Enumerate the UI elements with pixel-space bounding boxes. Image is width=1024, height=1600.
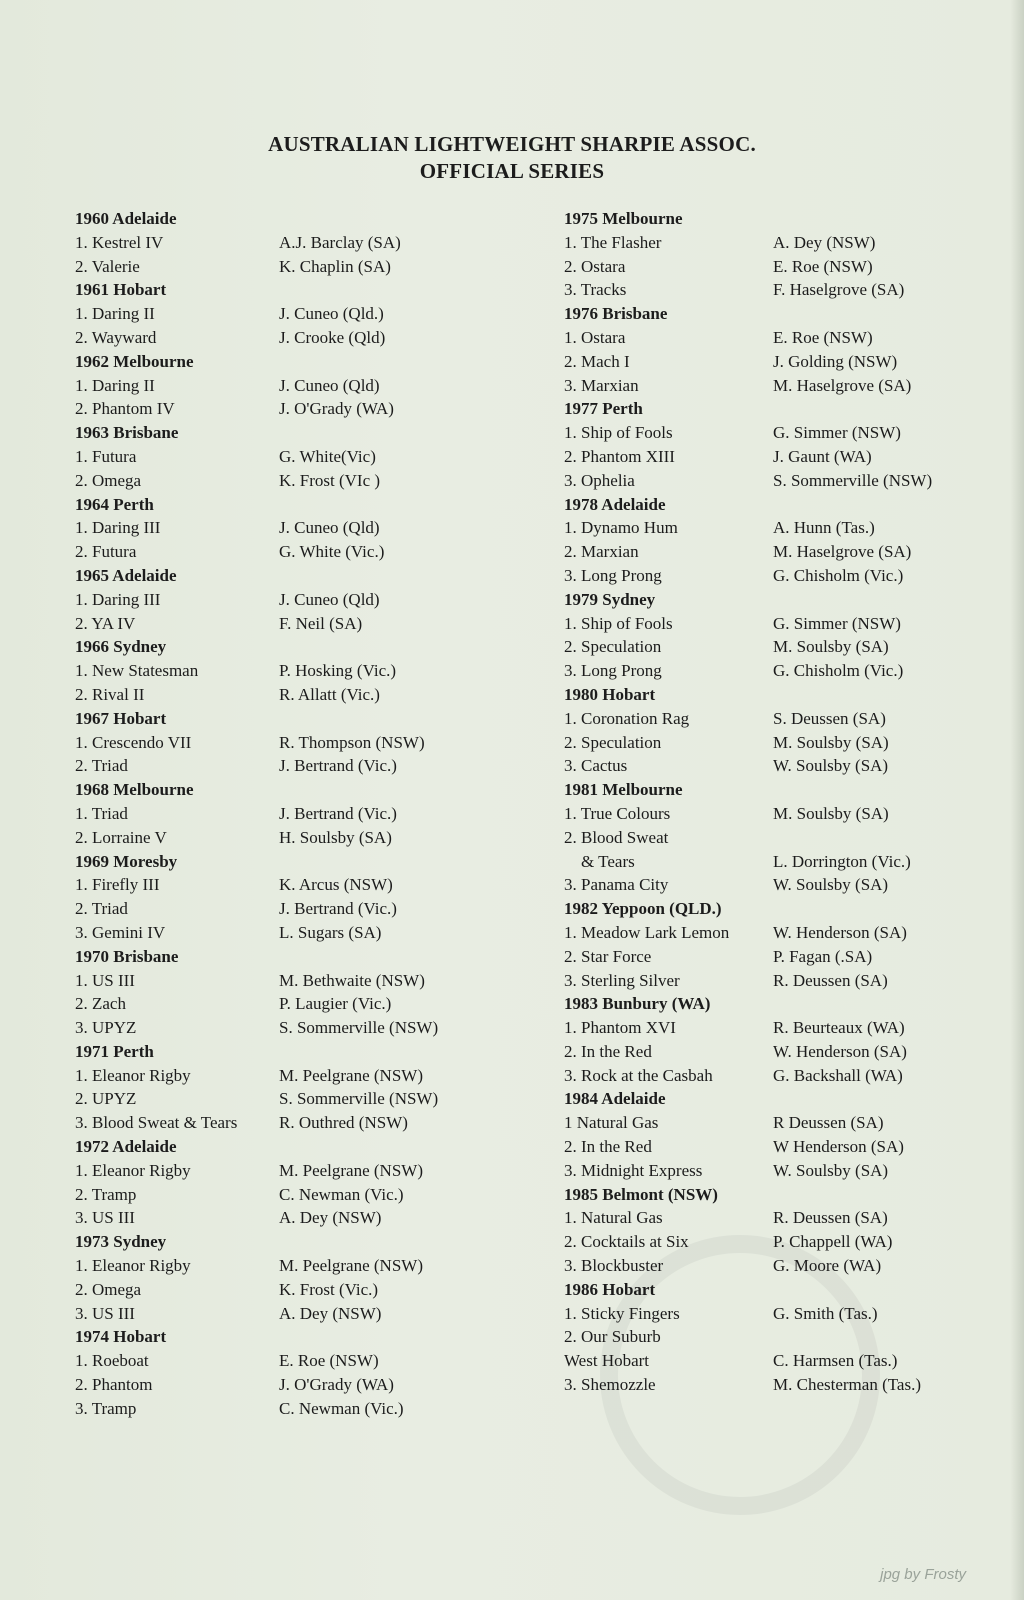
regatta-year-venue: 1966 Sydney — [75, 637, 167, 657]
regatta-year-venue: 1969 Moresby — [75, 851, 178, 871]
regatta-year-venue: 1975 Melbourne — [564, 209, 683, 228]
boat-name: 1. Sticky Fingers — [564, 1303, 680, 1323]
boat-name: 1. Triad — [75, 803, 128, 823]
boat-name: 2. Speculation — [564, 637, 662, 657]
regatta-year-venue: 1968 Melbourne — [75, 780, 194, 800]
skipper-name: A.J. Barclay (SA) — [279, 232, 401, 252]
skipper-name: S. Deussen (SA) — [773, 708, 886, 728]
boat-name: 2. UPYZ — [75, 1089, 137, 1109]
regatta-year-venue: 1978 Adelaide — [564, 494, 666, 514]
boat-name: 1. US III — [75, 970, 135, 990]
boat-name: 2. Valerie — [75, 256, 140, 276]
regatta-year-venue: 1971 Perth — [75, 1041, 154, 1061]
skipper-name: F. Haselgrove (SA) — [773, 280, 905, 300]
boat-name: 2. In the Red — [564, 1137, 652, 1157]
document-title: AUSTRALIAN LIGHTWEIGHT SHARPIE ASSOC. — [268, 132, 756, 156]
boat-name: 1. Coronation Rag — [564, 708, 690, 728]
skipper-name: R. Thompson (NSW) — [279, 732, 425, 752]
regatta-year-venue: 1973 Sydney — [75, 1232, 167, 1252]
boat-name: 1. Daring II — [75, 304, 155, 324]
skipper-name: P. Laugier (Vic.) — [279, 994, 392, 1014]
page-edge-shadow — [1010, 0, 1024, 1600]
skipper-name: H. Soulsby (SA) — [279, 827, 392, 847]
boat-name: 1. Firefly III — [75, 875, 160, 895]
skipper-name: M. Haselgrove (SA) — [773, 375, 912, 395]
boat-name: 1. Eleanor Rigby — [75, 1065, 191, 1085]
boat-name: 3. US III — [75, 1303, 135, 1323]
skipper-name: W. Soulsby (SA) — [773, 875, 889, 895]
boat-name: 2. Lorraine V — [75, 827, 167, 847]
skipper-name: S. Sommerville (NSW) — [279, 1089, 439, 1109]
skipper-name: M. Peelgrane (NSW) — [279, 1160, 423, 1180]
skipper-name: E. Roe (NSW) — [773, 256, 873, 276]
regatta-year-venue: 1979 Sydney — [564, 589, 656, 609]
skipper-name: J. O'Grady (WA) — [279, 1375, 394, 1395]
boat-name: 1. Daring II — [75, 375, 155, 395]
boat-name: 3. Blockbuster — [564, 1256, 664, 1276]
skipper-name: C. Newman (Vic.) — [279, 1398, 404, 1418]
boat-name: 3. Sterling Silver — [564, 970, 680, 990]
skipper-name: J. Golding (NSW) — [773, 351, 898, 371]
skipper-name: J. Cuneo (Qld) — [279, 375, 380, 395]
boat-name: 1. Eleanor Rigby — [75, 1160, 191, 1180]
boat-name: 3. Gemini IV — [75, 922, 166, 942]
boat-name: 3. US III — [75, 1208, 135, 1228]
regatta-year-venue: 1965 Adelaide — [75, 565, 177, 585]
boat-name: 1. Crescendo VII — [75, 732, 192, 752]
regatta-year-venue: 1970 Brisbane — [75, 946, 179, 966]
regatta-year-venue: 1962 Melbourne — [75, 351, 194, 371]
boat-name: 2. Rival II — [75, 684, 145, 704]
skipper-name: G. Moore (WA) — [773, 1256, 882, 1276]
boat-name: 2. Tramp — [75, 1184, 137, 1204]
boat-name: 1. Phantom XVI — [564, 1018, 676, 1038]
boat-name: 2. Phantom — [75, 1375, 153, 1395]
boat-name: 1. Eleanor Rigby — [75, 1256, 191, 1276]
skipper-name: C. Newman (Vic.) — [279, 1184, 404, 1204]
boat-name: 3. Shemozzle — [564, 1375, 656, 1395]
boat-name: 2. YA IV — [75, 613, 136, 633]
boat-name: 1. Ostara — [564, 327, 626, 347]
skipper-name: M. Bethwaite (NSW) — [279, 970, 425, 990]
skipper-name: J. Cuneo (Qld) — [279, 589, 380, 609]
boat-name: 2. Cocktails at Six — [564, 1232, 689, 1252]
boat-name: 3. Cactus — [564, 756, 628, 776]
boat-name: 2. Ostara — [564, 256, 626, 276]
skipper-name: E. Roe (NSW) — [279, 1351, 379, 1371]
boat-name: 3. Tramp — [75, 1398, 137, 1418]
skipper-name: K. Arcus (NSW) — [279, 875, 393, 895]
regatta-year-venue: 1961 Hobart — [75, 280, 167, 300]
boat-name: & Tears — [564, 851, 635, 871]
regatta-year-venue: 1983 Bunbury (WA) — [564, 994, 711, 1014]
regatta-year-venue: 1977 Perth — [564, 399, 643, 419]
boat-name: 1. New Statesman — [75, 661, 199, 681]
boat-name: 3. Marxian — [564, 375, 639, 395]
regatta-year-venue: 1972 Adelaide — [75, 1137, 177, 1157]
skipper-name: J. Cuneo (Qld) — [279, 518, 380, 538]
boat-name: 1. True Colours — [564, 803, 671, 823]
skipper-name: G. Simmer (NSW) — [773, 613, 901, 633]
boat-name: 2. Blood Sweat — [564, 827, 669, 847]
skipper-name: K. Frost (VIc ) — [279, 470, 381, 490]
boat-name: 1. The Flasher — [564, 232, 662, 252]
regatta-year-venue: 1967 Hobart — [75, 708, 167, 728]
boat-name: 2. Marxian — [564, 542, 639, 562]
skipper-name: G. Simmer (NSW) — [773, 423, 901, 443]
document-subtitle: OFFICIAL SERIES — [419, 159, 605, 183]
skipper-name: K. Frost (Vic.) — [279, 1279, 379, 1299]
regatta-year-venue: 1974 Hobart — [75, 1327, 167, 1347]
boat-name: 1. Natural Gas — [564, 1208, 663, 1228]
skipper-name: G. Backshall (WA) — [773, 1065, 903, 1085]
skipper-name: S. Sommerville (NSW) — [279, 1018, 439, 1038]
skipper-name: W. Henderson (SA) — [773, 922, 907, 942]
boat-name: 3. Long Prong — [564, 661, 662, 681]
boat-name: 2. Mach I — [564, 351, 630, 371]
regatta-year-venue: 1984 Adelaide — [564, 1089, 666, 1109]
boat-name: 1. Daring III — [75, 589, 161, 609]
skipper-name: W. Soulsby (SA) — [773, 1160, 889, 1180]
boat-name: 2. Speculation — [564, 732, 662, 752]
skipper-name: R. Deussen (SA) — [773, 970, 888, 990]
skipper-name: L. Sugars (SA) — [279, 922, 382, 942]
scan-credit: jpg by Frosty — [880, 1566, 966, 1583]
regatta-year-venue: 1964 Perth — [75, 494, 154, 514]
skipper-name: R. Beurteaux (WA) — [773, 1018, 905, 1038]
skipper-name: L. Dorrington (Vic.) — [773, 851, 911, 871]
skipper-name: M. Haselgrove (SA) — [773, 542, 912, 562]
skipper-name: R. Outhred (NSW) — [279, 1113, 408, 1133]
boat-name: 2. Wayward — [75, 327, 157, 347]
skipper-name: P. Chappell (WA) — [773, 1232, 893, 1252]
skipper-name: P. Hosking (Vic.) — [279, 661, 397, 681]
boat-name: 2. Our Suburb — [564, 1327, 661, 1347]
skipper-name: M. Soulsby (SA) — [773, 803, 889, 823]
skipper-name: W Henderson (SA) — [773, 1137, 904, 1157]
skipper-name: G. Chisholm (Vic.) — [773, 565, 904, 585]
skipper-name: C. Harmsen (Tas.) — [773, 1351, 898, 1371]
boat-name: 2. In the Red — [564, 1041, 652, 1061]
regatta-year-venue: 1985 Belmont (NSW) — [564, 1184, 718, 1204]
skipper-name: W. Henderson (SA) — [773, 1041, 907, 1061]
skipper-name: E. Roe (NSW) — [773, 327, 873, 347]
boat-name: 2. Phantom XIII — [564, 446, 675, 466]
skipper-name: A. Hunn (Tas.) — [773, 518, 875, 538]
boat-name: 1. Ship of Fools — [564, 613, 673, 633]
skipper-name: A. Dey (NSW) — [279, 1303, 382, 1323]
regatta-year-venue: 1981 Melbourne — [564, 780, 683, 800]
skipper-name: J. Gaunt (WA) — [773, 446, 872, 466]
skipper-name: J. O'Grady (WA) — [279, 399, 394, 419]
boat-name: 3. Long Prong — [564, 565, 662, 585]
skipper-name: P. Fagan (.SA) — [773, 946, 873, 966]
boat-name: 3. Tracks — [564, 280, 627, 300]
boat-name: 3. Blood Sweat & Tears — [75, 1113, 238, 1133]
skipper-name: G. White (Vic.) — [279, 542, 385, 562]
skipper-name: M. Soulsby (SA) — [773, 637, 889, 657]
skipper-name: G. White(Vic) — [279, 446, 376, 466]
boat-name: 1. Roeboat — [75, 1351, 149, 1371]
skipper-name: G. Chisholm (Vic.) — [773, 661, 904, 681]
skipper-name: J. Bertrand (Vic.) — [279, 756, 397, 776]
skipper-name: G. Smith (Tas.) — [773, 1303, 878, 1323]
skipper-name: M. Peelgrane (NSW) — [279, 1065, 423, 1085]
skipper-name: S. Sommerville (NSW) — [773, 470, 933, 490]
boat-name: 3. UPYZ — [75, 1018, 137, 1038]
boat-name: 1. Futura — [75, 446, 137, 466]
boat-name: West Hobart — [564, 1351, 650, 1371]
boat-name: 3. Midnight Express — [564, 1160, 703, 1180]
boat-name: 2. Futura — [75, 542, 137, 562]
skipper-name: M. Chesterman (Tas.) — [773, 1375, 921, 1395]
boat-name: 3. Ophelia — [564, 470, 635, 490]
skipper-name: M. Peelgrane (NSW) — [279, 1256, 423, 1276]
skipper-name: R Deussen (SA) — [773, 1113, 884, 1133]
boat-name: 2. Star Force — [564, 946, 652, 966]
skipper-name: J. Bertrand (Vic.) — [279, 803, 397, 823]
regatta-year-venue: 1980 Hobart — [564, 684, 656, 704]
skipper-name: R. Deussen (SA) — [773, 1208, 888, 1228]
boat-name: 3. Panama City — [564, 875, 669, 895]
skipper-name: W. Soulsby (SA) — [773, 756, 889, 776]
boat-name: 3. Rock at the Casbah — [564, 1065, 713, 1085]
boat-name: 2. Phantom IV — [75, 399, 175, 419]
regatta-year-venue: 1976 Brisbane — [564, 304, 668, 324]
boat-name: 2. Omega — [75, 1279, 142, 1299]
skipper-name: J. Bertrand (Vic.) — [279, 899, 397, 919]
regatta-year-venue: 1986 Hobart — [564, 1279, 656, 1299]
skipper-name: K. Chaplin (SA) — [279, 256, 391, 276]
boat-name: 2. Zach — [75, 994, 126, 1014]
skipper-name: J. Cuneo (Qld.) — [279, 304, 384, 324]
boat-name: 1. Dynamo Hum — [564, 518, 678, 538]
skipper-name: M. Soulsby (SA) — [773, 732, 889, 752]
boat-name: 1. Daring III — [75, 518, 161, 538]
boat-name: 2. Omega — [75, 470, 142, 490]
boat-name: 1. Kestrel IV — [75, 232, 164, 252]
skipper-name: A. Dey (NSW) — [279, 1208, 382, 1228]
regatta-year-venue: 1960 Adelaide — [75, 209, 177, 228]
boat-name: 2. Triad — [75, 899, 128, 919]
skipper-name: J. Crooke (Qld) — [279, 327, 386, 347]
boat-name: 1. Meadow Lark Lemon — [564, 922, 730, 942]
skipper-name: A. Dey (NSW) — [773, 232, 876, 252]
regatta-year-venue: 1982 Yeppoon (QLD.) — [564, 899, 722, 919]
skipper-name: R. Allatt (Vic.) — [279, 684, 380, 704]
regatta-year-venue: 1963 Brisbane — [75, 423, 179, 443]
boat-name: 2. Triad — [75, 756, 128, 776]
boat-name: 1. Ship of Fools — [564, 423, 673, 443]
boat-name: 1 Natural Gas — [564, 1113, 659, 1133]
skipper-name: F. Neil (SA) — [279, 613, 363, 633]
